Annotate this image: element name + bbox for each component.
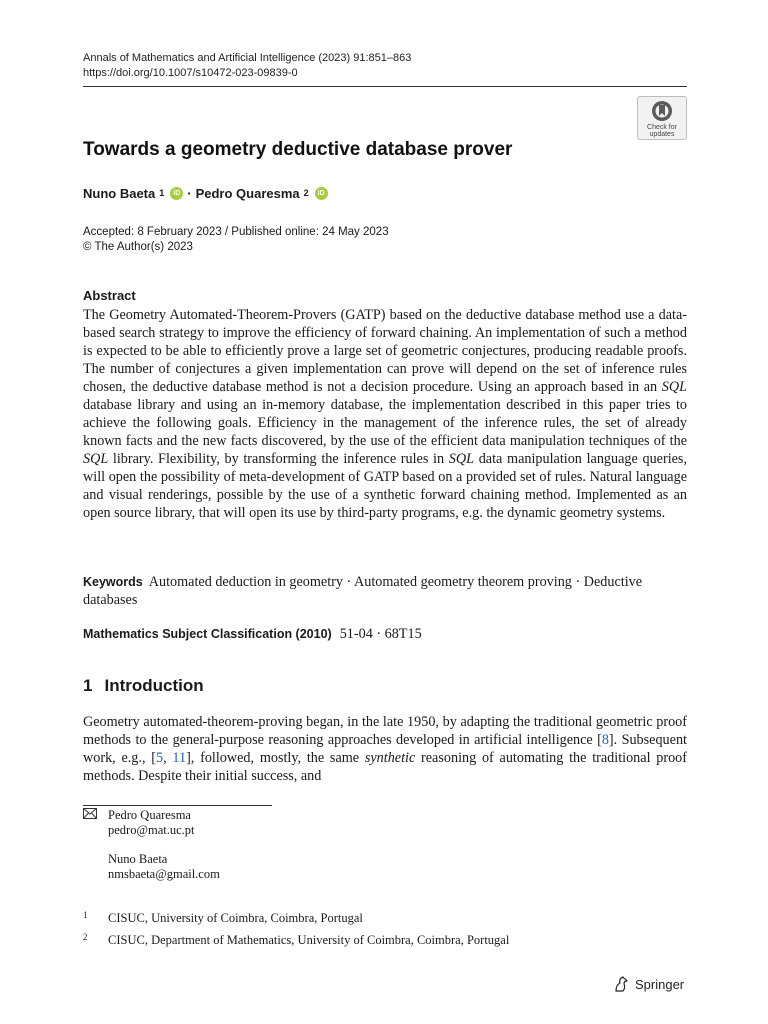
author-name: Nuno Baeta [83,186,156,201]
author-name: Pedro Quaresma [195,186,300,201]
affiliation-text: CISUC, Department of Mathematics, University of Coimbra, Coimbra, Portugal [108,933,510,947]
intro-part: ]. Subsequent work, e.g., [ [83,732,687,766]
msc-label: Mathematics Subject Classification (2010) [83,627,332,641]
affiliation-number: 2 [83,932,88,942]
introduction-text [83,713,687,785]
abstract-part: The Geometry Automated-Theorem-Provers (GATP) based on the deductive database method use a data-based search strategy to improve the efficiency of forward chaining. An implementation of such a method is expected to be able to efficiently prove a large set of geometric conjectures, producing readable proofs. The number of conjectures a given implementation can prove will depend on the set of inference rules chosen, the deductive database method is not a decision procedure. Using an approach based in an [83,307,687,395]
abstract-sql-term: SQL [661,379,687,395]
coauthor-email[interactable]: nmsbaeta@gmail.com [108,867,220,881]
abstract-text [83,306,687,522]
author-list [83,186,328,201]
affiliation-1 [83,911,363,926]
keywords [83,573,687,609]
journal-citation: Annals of Mathematics and Artificial Intelligence (2023) 91:851–863 [83,52,412,64]
doi-link[interactable]: https://doi.org/10.1007/s10472-023-09839-0 [83,67,298,79]
publisher-logo [612,975,684,993]
citation-link[interactable]: 8 [601,732,609,748]
affiliation-text: CISUC, University of Coimbra, Coimbra, Portugal [108,911,363,925]
badge-line-1: Check for [647,124,677,131]
section-heading [83,676,204,696]
affiliation-number: 1 [83,910,88,920]
author-separator: · [187,186,192,201]
abstract-part: database library and using an in-memory database, the implementation described in this paper tries to achieve the following goals. Efficiency in the management of the inference rules, the set of already known facts and the new facts discovered, by the use of the efficient data manipulation techniques of the [83,397,687,449]
citation-link[interactable]: 11 [172,750,187,766]
bookmark-icon [651,100,673,122]
badge-line-2: updates [649,131,675,138]
intro-part: , [163,750,173,766]
msc-classification [83,625,422,643]
accepted-published-line: Accepted: 8 February 2023 / Published online: 24 May 2023 [83,226,389,238]
paper-title: Towards a geometry deductive database prover [83,139,513,160]
abstract-sql-term: SQL [448,451,475,467]
keywords-label: Keywords [83,575,143,589]
section-number: 1 [83,676,93,695]
intro-emphasis: synthetic [364,750,416,766]
intro-part: Geometry automated-theorem-proving began, in the late 1950, by adapting the traditional geometric proof methods to the general-purpose reasoning approaches developed in artificial intelligence [ [83,714,687,748]
copyright-line: © The Author(s) 2023 [83,241,193,253]
envelope-icon [83,808,108,882]
publication-dates [83,225,389,255]
corresponding-author-name: Pedro Quaresma [108,808,191,822]
section-title: Introduction [104,676,204,695]
orcid-icon[interactable]: iD [315,187,328,200]
check-for-updates-badge[interactable] [637,96,687,140]
abstract-part: data manipulation language queries, will open the possibility of meta-development of GATP based on a provided set of rules. Natural language and visual renderings, possible by the use of a synthetic forward chaining method. Implemented as an open source library, that will open its use by third-party programs, e.g. the dynamic geometry systems. [83,451,687,521]
citation-link[interactable]: 5 [155,750,164,766]
msc-codes: 51-04 · 68T15 [339,626,422,642]
abstract-part: library. Flexibility, by transforming the inference rules in [108,451,449,467]
orcid-icon[interactable]: iD [170,187,183,200]
publisher-name: Springer [635,976,685,992]
affiliation-2 [83,933,509,948]
intro-part: reasoning of automating the traditional proof methods. Despite their initial success, and [83,750,687,784]
footnote-divider [83,805,272,806]
abstract-sql-term: SQL [83,451,109,467]
abstract-heading: Abstract [83,288,136,303]
keywords-text: Automated deduction in geometry · Automated geometry theorem proving · Deductive databases [83,574,643,608]
author-affiliation-marker: 1 [159,187,165,198]
badge-text [647,124,677,138]
author-affiliation-marker: 2 [303,187,309,198]
springer-horse-icon [612,975,630,993]
coauthor-name: Nuno Baeta [108,852,168,866]
header-divider [83,86,687,87]
journal-header [83,51,411,81]
corresponding-author-block [83,808,220,882]
corresponding-author-email[interactable]: pedro@mat.uc.pt [108,823,195,837]
intro-part: ], followed, mostly, the same [186,750,365,766]
